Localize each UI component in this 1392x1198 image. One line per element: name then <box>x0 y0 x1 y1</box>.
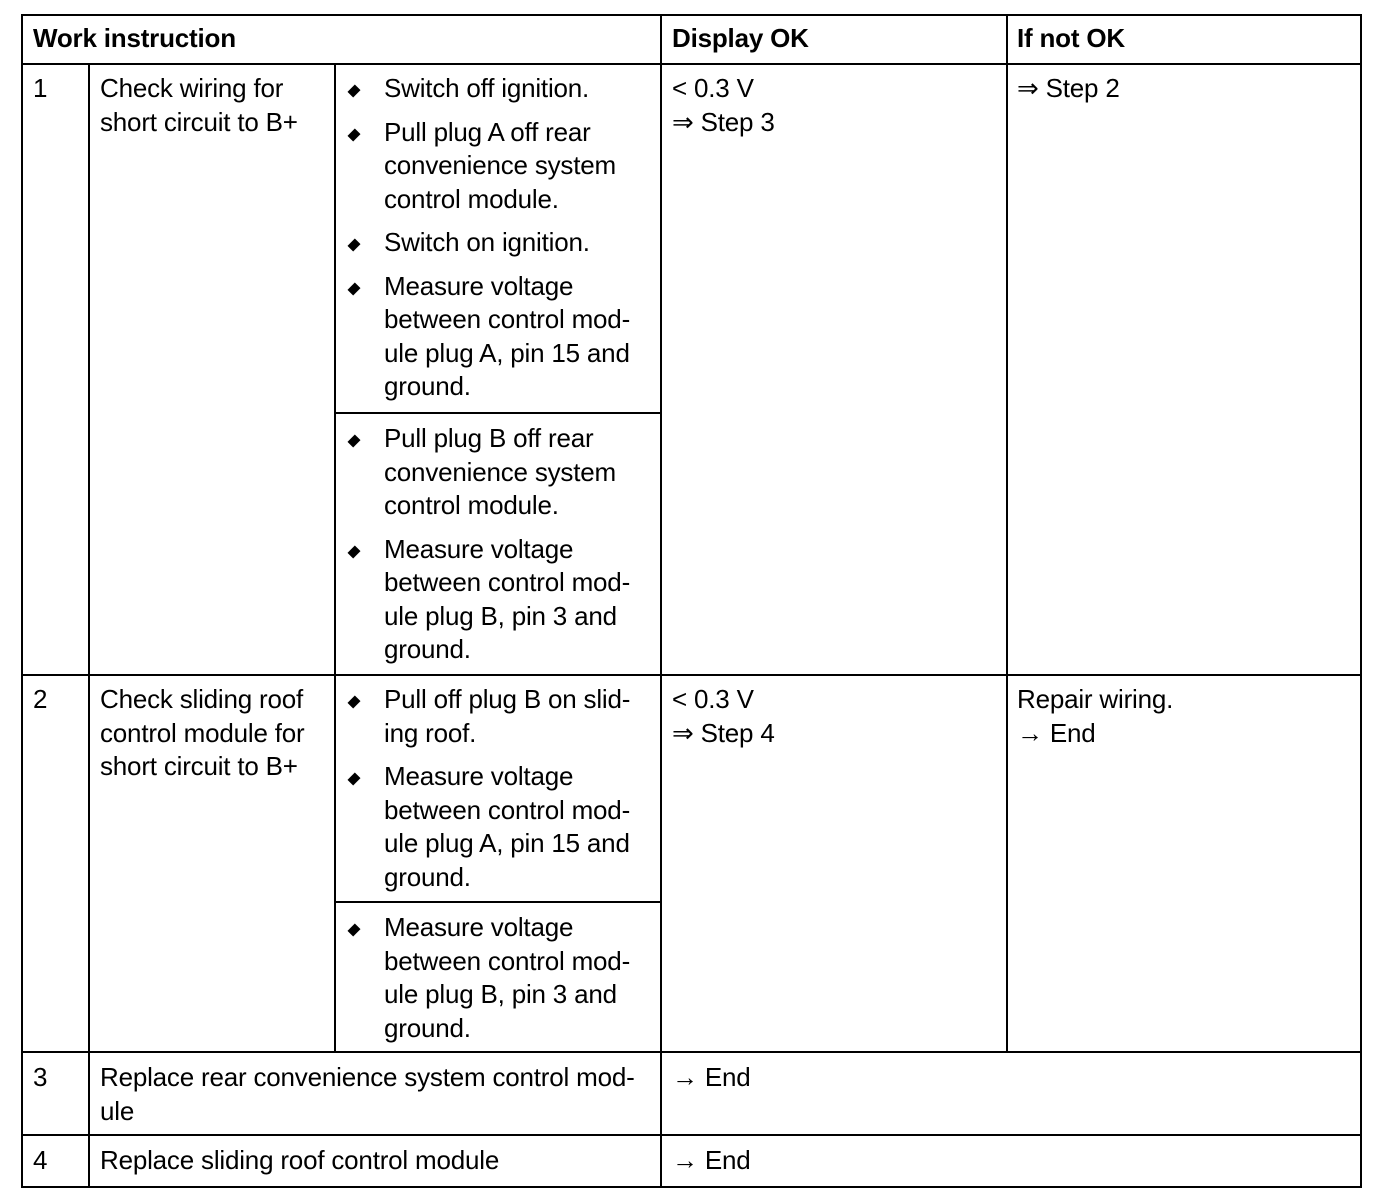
if-not-ok-value: Repair wiring. → End <box>1017 684 1174 748</box>
display-ok-value: < 0.3 V ⇒ Step 3 <box>672 73 775 137</box>
result-value: → End <box>672 1062 751 1092</box>
bullet-icon <box>347 545 360 558</box>
divider <box>21 1051 1362 1053</box>
list-item: Measure voltage between control mod- ule plug A, pin 15 and ground. <box>334 760 654 894</box>
list-item: Pull plug A off rear convenience system control module. <box>334 116 654 217</box>
instruction-list <box>334 683 654 904</box>
step-number: 2 <box>33 684 48 714</box>
result-value: → End <box>672 1145 751 1175</box>
work-instruction-table <box>21 14 1362 1188</box>
task-description: Check wiring for short circuit to B+ <box>100 73 298 137</box>
task-description: Replace rear convenience system control mod- ule <box>100 1062 635 1126</box>
divider <box>21 63 1362 65</box>
step-number: 3 <box>33 1062 48 1092</box>
list-item: Measure voltage between control mod- ule plug A, pin 15 and ground. <box>334 270 654 404</box>
list-item: Pull off plug B on slid- ing roof. <box>334 683 654 750</box>
instruction-list <box>334 72 654 414</box>
list-item: Measure voltage between control mod- ule plug B, pin 3 and ground. <box>334 533 654 667</box>
list-item: Measure voltage between control mod- ule plug B, pin 3 and ground. <box>334 911 654 1045</box>
divider <box>1006 14 1008 1053</box>
display-ok-value: < 0.3 V ⇒ Step 4 <box>672 684 775 748</box>
task-description: Replace sliding roof control module <box>100 1145 500 1175</box>
list-item: Switch on ignition. <box>334 226 654 260</box>
bullet-icon <box>347 695 360 708</box>
list-item: Switch off ignition. <box>334 72 654 106</box>
header-display-ok: Display OK <box>672 23 809 53</box>
if-not-ok-value: ⇒ Step 2 <box>1017 73 1120 103</box>
bullet-icon <box>347 282 360 295</box>
bullet-icon <box>347 923 360 936</box>
step-number: 1 <box>33 73 48 103</box>
bullet-icon <box>347 434 360 447</box>
bullet-icon <box>347 772 360 785</box>
instruction-list <box>334 911 654 1055</box>
bullet-icon <box>347 238 360 251</box>
bullet-icon <box>347 84 360 97</box>
divider <box>21 1134 1362 1136</box>
header-if-not-ok: If not OK <box>1017 23 1125 53</box>
divider <box>21 674 1362 676</box>
divider <box>660 14 662 1188</box>
header-work-instruction: Work instruction <box>33 23 236 53</box>
list-item: Pull plug B off rear convenience system control module. <box>334 422 654 523</box>
bullet-icon <box>347 128 360 141</box>
task-description: Check sliding roof control module for short circuit to B+ <box>100 684 305 781</box>
divider <box>88 63 90 1188</box>
instruction-list <box>334 422 654 677</box>
step-number: 4 <box>33 1145 48 1175</box>
